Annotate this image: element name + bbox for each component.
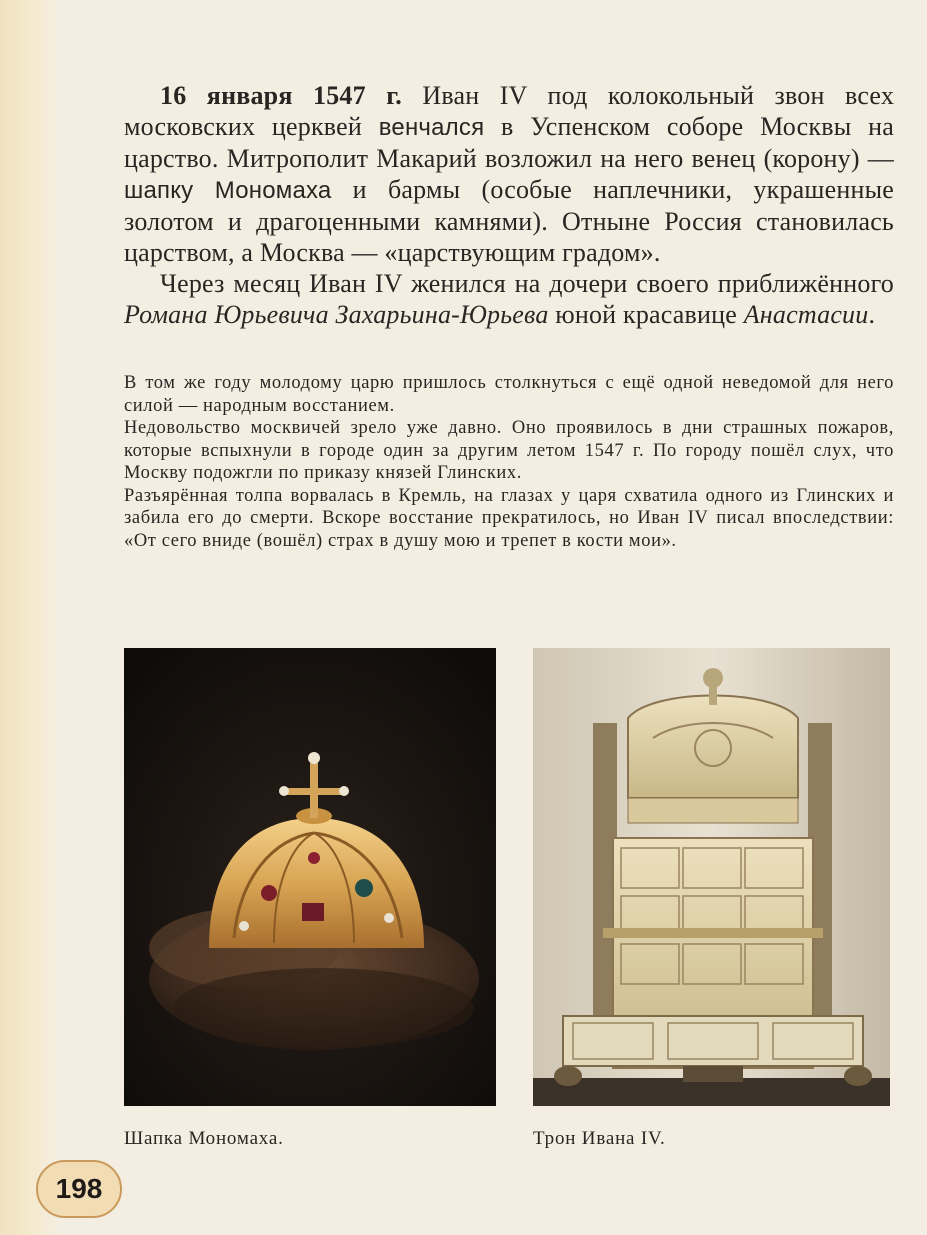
text-segment: . <box>868 300 876 329</box>
name-anastasia: Анастасии <box>743 300 869 329</box>
paragraph-marriage <box>124 268 894 330</box>
page-number: 198 <box>55 1173 103 1204</box>
term-crowned: венчался <box>378 114 485 141</box>
small-paragraph-3: Разъярённая толпа ворвалась в Кремль, на глазах у царя схватила одного из Глинских и забила его до смерти. Вскоре восстание прекратилось, но Иван IV писал впоследствии: «От сего вниде (вошёл) страх в душу мою и трепет в кости мои». <box>124 485 894 551</box>
small-paragraph-1: В том же году молодому царю пришлось столкнуться с ещё одной неведомой для него силой — народным восстанием. <box>124 373 894 416</box>
paragraph-coronation <box>124 80 894 268</box>
name-roman: Романа Юрьевича Захарьина-Юрьева <box>124 300 549 329</box>
caption-throne: Трон Ивана IV. <box>533 1128 666 1149</box>
small-paragraph-2: Недовольство москвичей зрело уже давно. Оно проявилось в дни страшных пожаров, которые вспыхнули в городе один за другим летом 1547 г. По городу пошёл слух, что Москву подожгли по приказу князей Глинских. <box>124 418 894 483</box>
text-segment: и бармы (особые наплечники, украшенные золотом и драгоценными камнями). Отныне Россия становилась царством, а Москва — «царствующим градом». <box>124 175 894 267</box>
year-bold: 1547 г. <box>313 81 403 110</box>
text-segment: Иван IV под колокольный звон всех московских церквей <box>124 81 895 141</box>
caption-monomakh-cap: Шапка Мономаха. <box>124 1128 284 1149</box>
text-segment: юной красавице <box>548 300 744 329</box>
term-monomakh-cap: шапку Мономаха <box>124 177 332 204</box>
small-print-text <box>124 372 894 552</box>
monomakh-cap-photo <box>124 648 496 1106</box>
page-number-badge <box>36 1160 122 1218</box>
text-segment: в Успенском соборе Москвы на царство. Митрополит Макарий возложил на него венец (корону) — <box>124 112 894 173</box>
date-bold: 16 января <box>160 81 293 110</box>
ivan-iv-throne-photo <box>533 648 890 1106</box>
text-segment: Через месяц Иван IV женился на дочери своего приближённого <box>160 269 894 298</box>
main-text <box>124 80 894 330</box>
